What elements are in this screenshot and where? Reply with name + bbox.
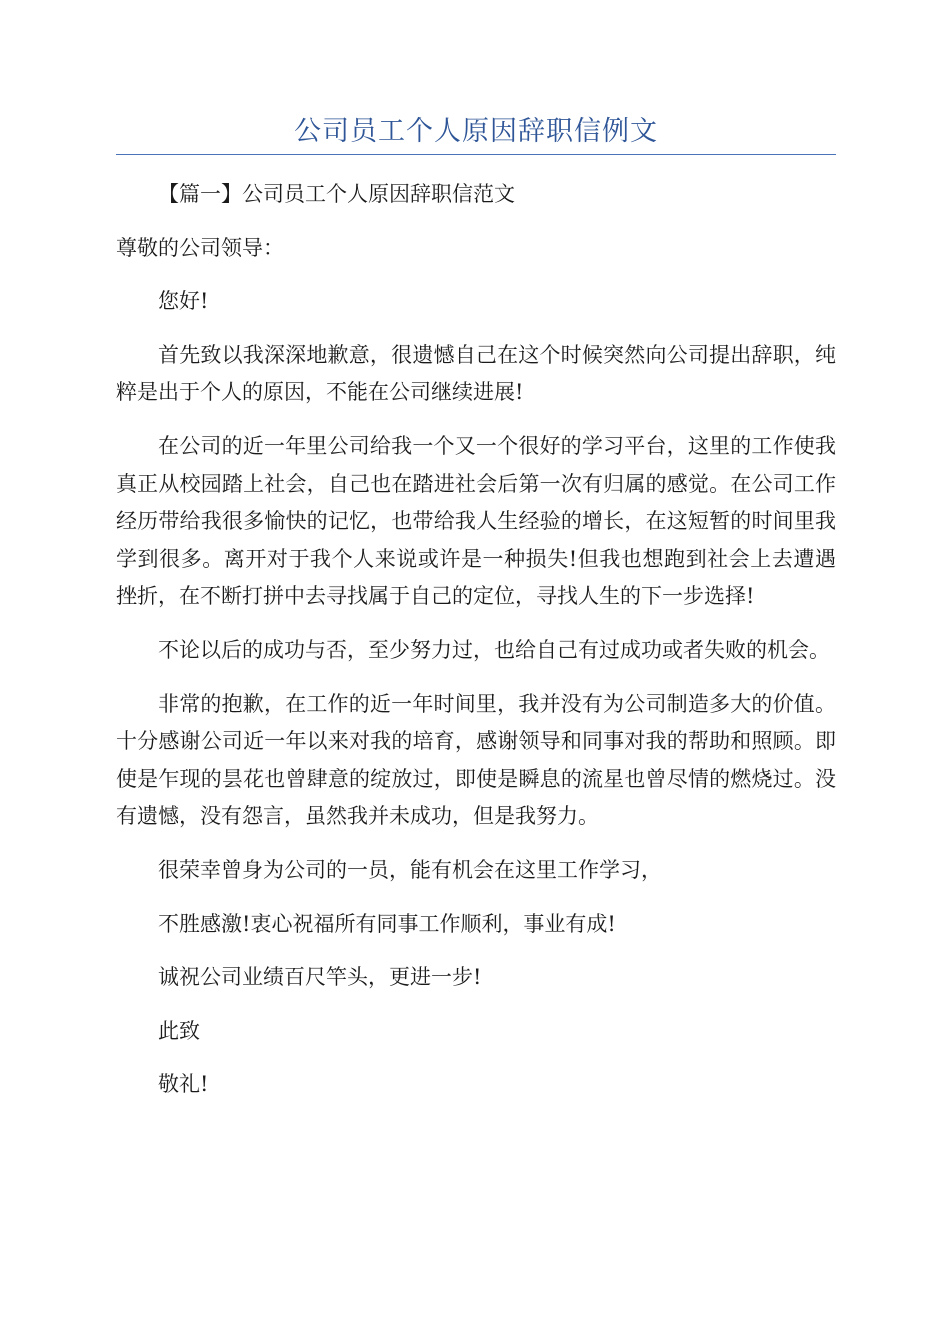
- paragraph: 不胜感激!衷心祝福所有同事工作顺利，事业有成!: [158, 911, 616, 936]
- salutation: 尊敬的公司领导：: [116, 235, 284, 260]
- paragraph: 在公司的近一年里公司给我一个又一个很好的学习平台，这里的工作使我真正从校园踏上社会，自己也在踏进社会后第一次有归属的感觉。在公司工作经历带给我很多愉快的记忆，也带给我人生经验的增长，在这短暂的时间里我学到很多。离开对于我个人来说或许是一种损失!但我也想跑到社会上去遭遇挫折，在不断打拼中去寻找属于自己的定位，寻找人生的下一步选择!: [116, 433, 836, 609]
- document-title: 公司员工个人原因辞职信例文: [294, 116, 658, 147]
- paragraph: 很荣幸曾身为公司的一员，能有机会在这里工作学习，: [158, 857, 662, 882]
- greeting: 您好!: [158, 289, 209, 314]
- document-body: [116, 176, 836, 1120]
- closing-phrase: 此致: [158, 1018, 200, 1043]
- closing-salute: 敬礼!: [158, 1072, 209, 1097]
- title-underline: [116, 154, 836, 155]
- paragraph: 不论以后的成功与否，至少努力过，也给自己有过成功或者失败的机会。: [158, 637, 830, 662]
- paragraph: 诚祝公司业绩百尺竿头，更进一步!: [158, 965, 482, 990]
- section-heading: 【篇一】公司员工个人原因辞职信范文: [158, 182, 515, 206]
- paragraph: 非常的抱歉，在工作的近一年时间里，我并没有为公司制造多大的价值。十分感谢公司近一年以来对我的培育，感谢领导和同事对我的帮助和照顾。即使是乍现的昙花也曾肆意的绽放过，即使是瞬息的流星也曾尽情的燃烧过。没有遗憾，没有怨言，虽然我并未成功，但是我努力。: [116, 691, 836, 829]
- paragraph: 首先致以我深深地歉意，很遗憾自己在这个时候突然向公司提出辞职，纯粹是出于个人的原因，不能在公司继续进展!: [116, 342, 836, 405]
